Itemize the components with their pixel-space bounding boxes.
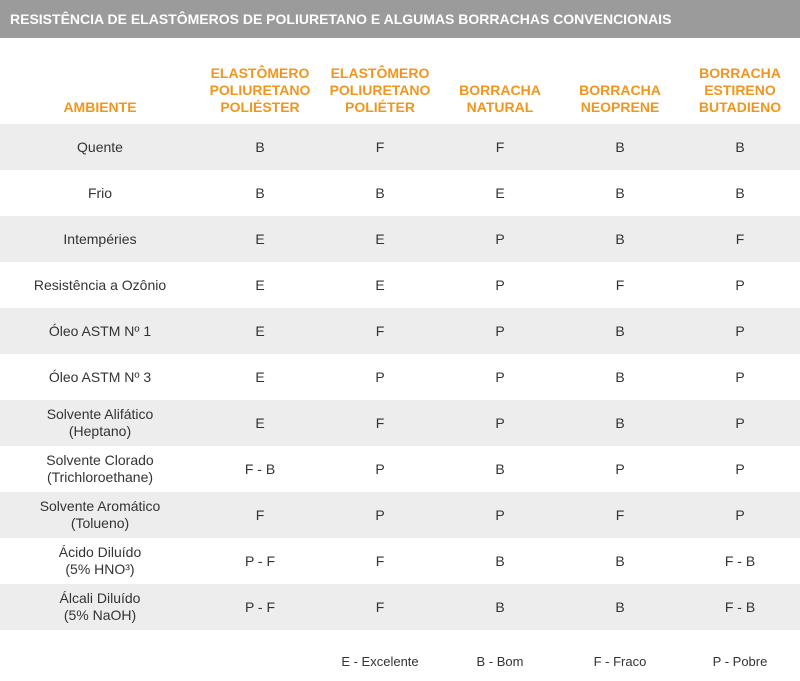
- rating-cell: B: [615, 552, 625, 569]
- rating-cell: B: [495, 460, 505, 477]
- table-row: [0, 216, 800, 262]
- rating-cell: F: [375, 552, 385, 569]
- rating-cell: B: [615, 414, 625, 431]
- row-ambiente-cell: Óleo ASTM Nº 1: [48, 322, 152, 339]
- rating-cell: P: [735, 460, 745, 477]
- rating-cell: B: [615, 598, 625, 615]
- rating-cell: F - B: [724, 598, 756, 615]
- table-header-row: [0, 54, 800, 116]
- rating-cell: P - F: [244, 598, 276, 615]
- rating-cell: P: [495, 368, 505, 385]
- rating-cell: E: [375, 230, 385, 247]
- table-row: [0, 492, 800, 538]
- legend: [0, 648, 800, 674]
- rating-cell: P: [375, 460, 385, 477]
- header-ambiente: AMBIENTE: [63, 99, 137, 115]
- table-row: [0, 354, 800, 400]
- row-ambiente-cell: Resistência a Ozônio: [33, 276, 167, 293]
- rating-cell: E: [255, 276, 265, 293]
- rating-cell: F - B: [724, 552, 756, 569]
- rating-cell: B: [615, 368, 625, 385]
- rating-cell: B: [495, 552, 505, 569]
- rating-cell: F: [495, 138, 505, 155]
- rating-cell: F: [615, 276, 625, 293]
- rating-cell: B: [255, 138, 265, 155]
- rating-cell: P: [735, 414, 745, 431]
- rating-cell: P: [495, 230, 505, 247]
- rating-cell: E: [495, 184, 505, 201]
- header-borracha-neoprene: BORRACHA NEOPRENE: [579, 82, 661, 115]
- table-row: [0, 124, 800, 170]
- legend-excelente: E - Excelente: [341, 653, 419, 669]
- rating-cell: F: [375, 138, 385, 155]
- rating-cell: F: [255, 506, 265, 523]
- rating-cell: B: [495, 598, 505, 615]
- rating-cell: F: [375, 598, 385, 615]
- header-borracha-estireno-butadieno: BORRACHA ESTIRENO BUTADIENO: [698, 65, 782, 115]
- legend-fraco: F - Fraco: [593, 653, 647, 669]
- header-borracha-natural: BORRACHA NATURAL: [459, 82, 541, 115]
- row-ambiente-cell: Ácido Diluído (5% HNO³): [58, 544, 142, 577]
- rating-cell: F: [375, 322, 385, 339]
- rating-cell: E: [255, 322, 265, 339]
- rating-cell: B: [375, 184, 385, 201]
- row-ambiente-cell: Álcali Diluído (5% NaOH): [59, 590, 141, 623]
- row-ambiente-cell: Solvente Alifático (Heptano): [46, 406, 154, 439]
- legend-bom: B - Bom: [476, 653, 524, 669]
- rating-cell: E: [255, 368, 265, 385]
- header-poliuretano-poliester: ELASTÔMERO POLIURETANO POLIÉSTER: [209, 65, 311, 115]
- rating-cell: B: [615, 184, 625, 201]
- rating-cell: P - F: [244, 552, 276, 569]
- rating-cell: B: [735, 184, 745, 201]
- rating-cell: B: [615, 322, 625, 339]
- table-row: [0, 308, 800, 354]
- rating-cell: B: [255, 184, 265, 201]
- rating-cell: P: [495, 506, 505, 523]
- table-row: [0, 262, 800, 308]
- rating-cell: E: [255, 230, 265, 247]
- table-row: [0, 446, 800, 492]
- rating-cell: B: [615, 230, 625, 247]
- rating-cell: P: [735, 276, 745, 293]
- rating-cell: E: [255, 414, 265, 431]
- rating-cell: P: [495, 414, 505, 431]
- legend-pobre: P - Pobre: [712, 653, 768, 669]
- rating-cell: E: [375, 276, 385, 293]
- table-row: [0, 538, 800, 584]
- rating-cell: P: [495, 276, 505, 293]
- table-title: RESISTÊNCIA DE ELASTÔMEROS DE POLIURETANO E ALGUMAS BORRACHAS CONVENCIONAIS: [0, 0, 800, 38]
- rating-cell: F - B: [244, 460, 276, 477]
- row-ambiente-cell: Solvente Clorado (Trichloroethane): [46, 452, 154, 485]
- row-ambiente-cell: Solvente Aromático (Tolueno): [39, 498, 161, 531]
- rating-cell: P: [375, 368, 385, 385]
- row-ambiente-cell: Intempéries: [63, 230, 137, 247]
- rating-cell: P: [495, 322, 505, 339]
- rating-cell: F: [615, 506, 625, 523]
- row-ambiente-cell: Óleo ASTM Nº 3: [48, 368, 152, 385]
- table-row: [0, 170, 800, 216]
- rating-cell: P: [735, 322, 745, 339]
- rating-cell: F: [735, 230, 745, 247]
- row-ambiente-cell: Frio: [87, 184, 113, 201]
- table-row: [0, 400, 800, 446]
- row-ambiente-cell: Quente: [77, 138, 123, 155]
- rating-cell: P: [615, 460, 625, 477]
- rating-cell: P: [735, 506, 745, 523]
- table-row: [0, 584, 800, 630]
- rating-cell: B: [615, 138, 625, 155]
- rating-cell: B: [735, 138, 745, 155]
- rating-cell: P: [735, 368, 745, 385]
- rating-cell: P: [375, 506, 385, 523]
- rating-cell: F: [375, 414, 385, 431]
- header-poliuretano-polieter: ELASTÔMERO POLIURETANO POLIÉTER: [329, 65, 431, 115]
